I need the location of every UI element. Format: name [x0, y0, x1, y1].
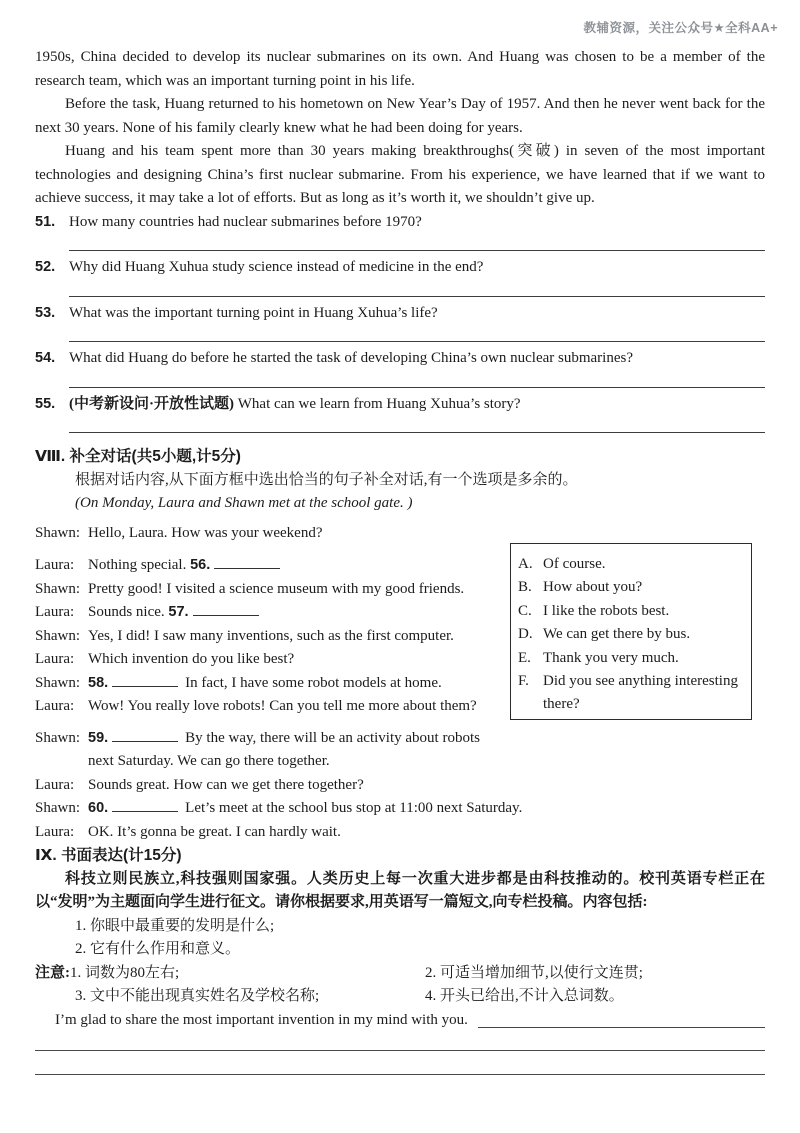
writing-line-2 [35, 1074, 765, 1075]
dialogue-continuation: next Saturday. We can go there together. [88, 753, 330, 769]
question-55 [35, 393, 765, 417]
blank-number-58: 58. [88, 674, 109, 691]
dialogue-text: Hello, Laura. How was your weekend? [88, 524, 323, 541]
answer-blank-58 [112, 672, 178, 687]
dialogue-line [35, 695, 515, 719]
question-53 [35, 302, 765, 326]
dialogue-line [35, 821, 765, 845]
answer-line-53 [69, 341, 765, 342]
question-55-text [69, 393, 765, 417]
dialogue-line [35, 797, 765, 821]
writing-line-partial [478, 1009, 765, 1029]
option-e [518, 647, 746, 670]
speaker-label: Shawn: [35, 580, 80, 597]
section-8-stage-direction: (On Monday, Laura and Shawn met at the school gate. ) [75, 495, 413, 511]
dialogue-text [88, 672, 442, 696]
question-51-number: 51. [35, 213, 56, 230]
dialogue-text [88, 554, 287, 578]
option-d-letter: D. [518, 626, 533, 643]
passage-paragraph-2: Before the task, Huang returned to his hometown on New Year’s Day of 1957. And then he never went back for the next 30 years. None of his family clearly knew what he had been doing for years. [35, 96, 765, 136]
notes-label: 注意: [35, 964, 70, 981]
option-b-letter: B. [518, 579, 532, 596]
option-c-letter: C. [518, 602, 532, 619]
dialogue-block-2 [35, 727, 765, 845]
answer-line-54 [69, 387, 765, 388]
question-55-tag: (中考新设问·开放性试题) [69, 395, 234, 412]
dialogue-text: Yes, I did! I saw many inventions, such as the first computer. [88, 627, 454, 644]
section-9-point-1: 1. 你眼中最重要的发明是什么; [75, 917, 275, 934]
speaker-label: Shawn: [35, 627, 80, 644]
dialogue-line [35, 672, 515, 696]
answer-line-55 [69, 432, 765, 433]
dialogue-segment: Let’s meet at the school bus stop at 11:00 next Saturday. [185, 800, 523, 816]
answer-blank-59 [112, 727, 178, 742]
option-c-text: I like the robots best. [543, 602, 670, 619]
blank-number-56: 56. [190, 557, 211, 573]
blank-number-60: 60. [88, 800, 109, 816]
option-f-continuation: there? [543, 696, 580, 713]
question-55-question: What can we learn from Huang Xuhua’s story? [237, 395, 521, 412]
dialogue-line [35, 625, 515, 649]
option-e-text: Thank you very much. [543, 649, 679, 666]
dialogue-segment: In fact, I have some robot models at home. [185, 674, 442, 691]
question-53-number: 53. [35, 304, 56, 321]
dialogue-line [35, 601, 515, 625]
option-d [518, 623, 746, 646]
section-9-prompt: 科技立则民族立,科技强则国家强。人类历史上每一次重大进步都是由科技推动的。校刊英语专栏正在以“发明”为主题面向学生进行征文。请你根据要求,用英语写一篇短文,向专栏投稿。内容包括: [35, 870, 765, 910]
dialogue-line [35, 774, 765, 798]
question-52-number: 52. [35, 259, 56, 275]
passage-paragraph-3: Huang and his team spent more than 30 years making breakthroughs(突破) in seven of the most important technologies and designing China’s first nuclear submarine. From his experience, we have learned that if we want to achieve success, it may take a lot of efforts. But as long as it’s worth it, we shouldn’t give up. [35, 143, 765, 206]
writing-line-1 [35, 1050, 765, 1051]
dialogue-line [35, 554, 515, 578]
essay-opening-row [35, 1009, 765, 1033]
answer-line-51 [69, 250, 765, 251]
speaker-label: Shawn: [35, 524, 80, 541]
option-f-text: Did you see anything interesting [543, 673, 738, 690]
section-8-instruction: 根据对话内容,从下面方框中选出恰当的句子补全对话,有一个选项是多余的。 [75, 471, 578, 488]
answer-blank-56 [214, 554, 280, 569]
speaker-label: Shawn: [35, 674, 80, 691]
note-2: 2. 可适当增加细节,以使行文连贯; [425, 964, 643, 981]
dialogue-segment: Nothing special. [88, 557, 187, 573]
option-c [518, 600, 746, 623]
dialogue-text: Wow! You really love robots! Can you tell me more about them? [88, 698, 477, 714]
note-1-text: 1. 词数为80左右; [70, 964, 180, 981]
note-4: 4. 开头已给出,不计入总词数。 [425, 988, 624, 1004]
question-51 [35, 211, 765, 235]
question-54-text: What did Huang do before he started the task of developing China’s own nuclear submarines? [69, 350, 634, 366]
dialogue-line [35, 727, 765, 751]
dialogue-segment: Sounds nice. [88, 604, 165, 620]
blank-number-57: 57. [168, 604, 189, 620]
question-52 [35, 256, 765, 280]
note-3: 3. 文中不能出现真实姓名及学校名称; [75, 988, 320, 1004]
option-a-letter: A. [518, 556, 533, 572]
note-1 [35, 962, 425, 986]
option-a [518, 553, 746, 576]
question-54 [35, 347, 765, 371]
answer-blank-57 [193, 601, 259, 616]
speaker-label: Laura: [35, 823, 75, 840]
question-53-text: What was the important turning point in Huang Xuhua’s life? [69, 304, 438, 321]
option-b [518, 576, 746, 599]
option-b-text: How about you? [543, 579, 643, 596]
speaker-label: Laura: [35, 557, 75, 573]
blank-number-59: 59. [88, 729, 109, 746]
question-52-text: Why did Huang Xuhua study science instead of medicine in the end? [69, 259, 484, 275]
option-a-text: Of course. [543, 556, 606, 572]
speaker-label: Laura: [35, 651, 75, 667]
speaker-label: Laura: [35, 698, 75, 714]
dialogue-text: Pretty good! I visited a science museum with my good friends. [88, 580, 465, 597]
dialogue-text [88, 797, 522, 821]
answer-line-52 [69, 296, 765, 297]
dialogue-segment: By the way, there will be an activity about robots [185, 729, 480, 746]
dialogue-text: OK. It’s gonna be great. I can hardly wait. [88, 823, 341, 840]
speaker-label: Laura: [35, 604, 75, 620]
dialogue-text: Which invention do you like best? [88, 651, 295, 667]
header-watermark: 教辅资源，关注公众号★全科AA+ [583, 21, 778, 35]
dialogue-line [35, 522, 765, 546]
passage-paragraph-1: 1950s, China decided to develop its nuclear submarines on its own. And Huang was chosen to be a member of the research team, which was an important turning point in his life. [35, 49, 765, 89]
options-box [510, 543, 752, 720]
dialogue-text [88, 727, 480, 751]
speaker-label: Laura: [35, 776, 75, 793]
dialogue-text: Sounds great. How can we get there together? [88, 776, 364, 793]
section-8-heading: Ⅷ. 补全对话(共5小题,计5分) [35, 448, 241, 465]
option-d-text: We can get there by bus. [543, 626, 691, 643]
dialogue-line [35, 578, 515, 602]
essay-opening-sentence: I’m glad to share the most important invention in my mind with you. [55, 1011, 468, 1028]
answer-blank-60 [112, 797, 178, 812]
option-e-letter: E. [518, 649, 531, 666]
dialogue-text [88, 601, 266, 625]
notes-row-1 [35, 962, 765, 986]
notes-row-2 [35, 985, 765, 1009]
question-51-text: How many countries had nuclear submarines before 1970? [69, 213, 422, 230]
section-9-point-2: 2. 它有什么作用和意义。 [75, 941, 241, 957]
speaker-label: Shawn: [35, 800, 80, 816]
option-f [518, 670, 746, 693]
option-f-letter: F. [518, 673, 529, 690]
speaker-label: Shawn: [35, 729, 80, 746]
question-54-number: 54. [35, 350, 56, 366]
question-55-number: 55. [35, 395, 56, 412]
section-9-heading: Ⅸ. 书面表达(计15分) [35, 847, 182, 864]
dialogue-block-1 [35, 554, 515, 719]
dialogue-line [35, 648, 515, 672]
